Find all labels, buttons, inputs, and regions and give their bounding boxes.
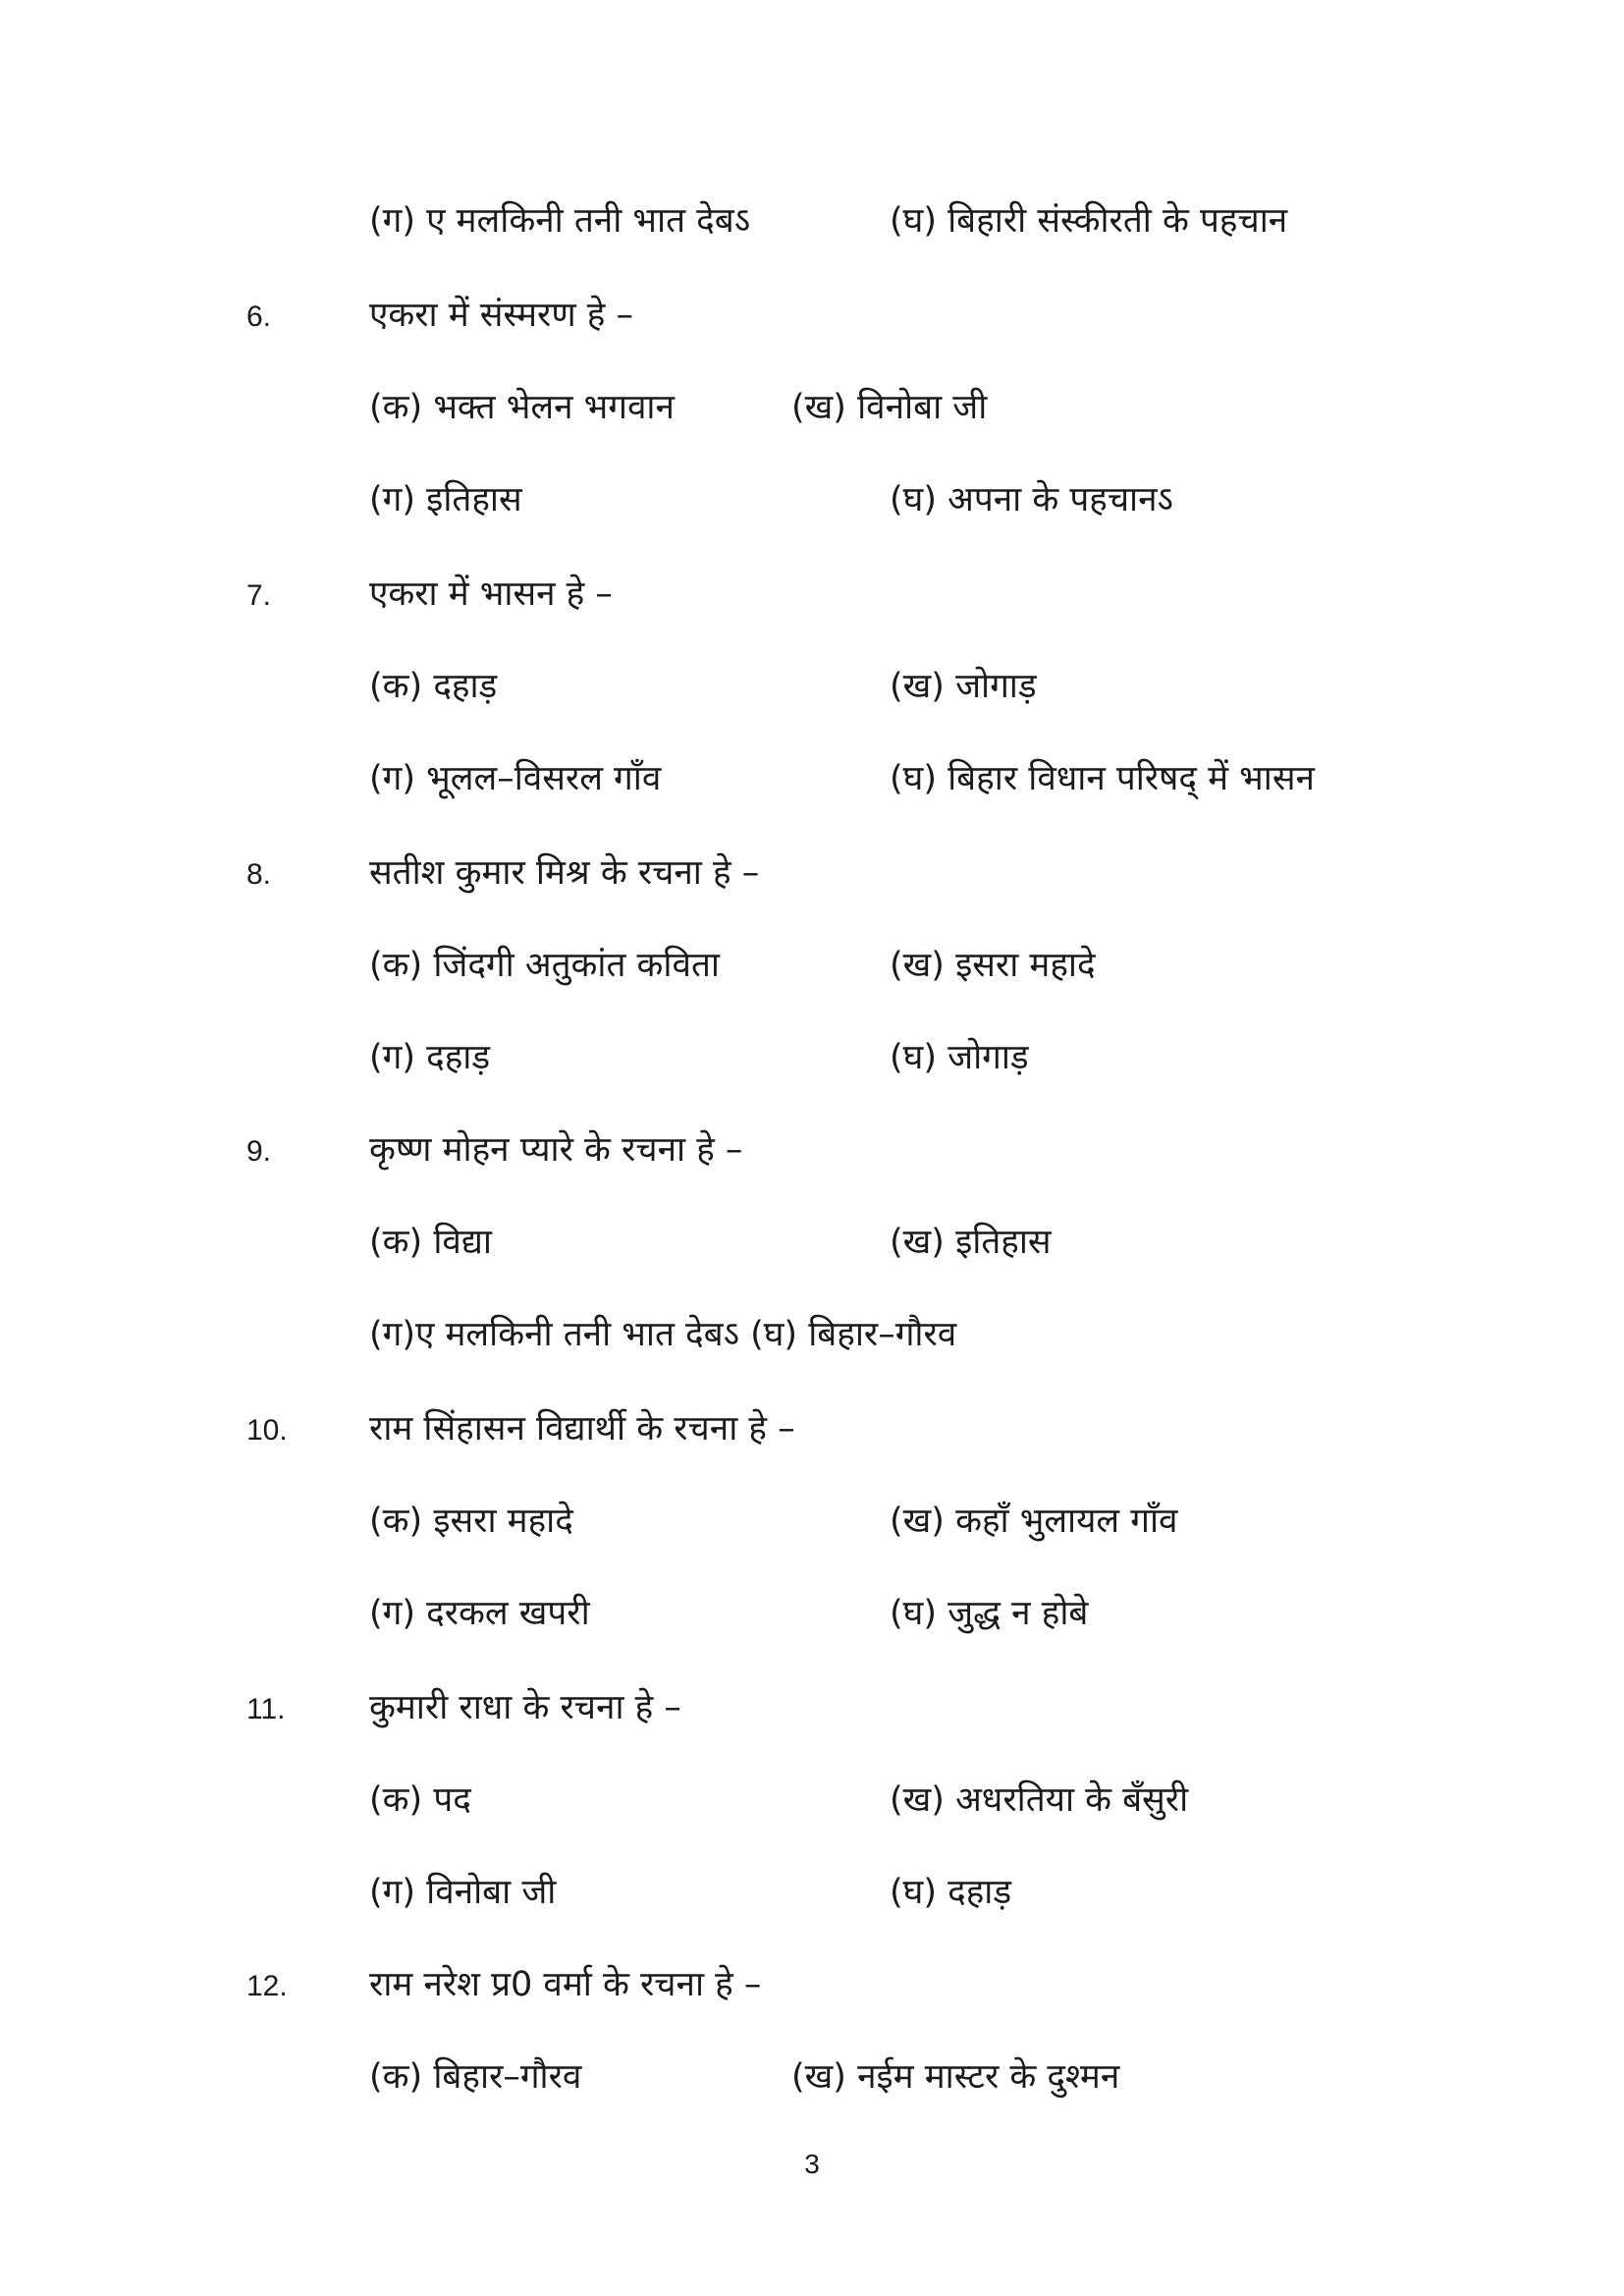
option-a: (क) बिहार–गौरव — [369, 2057, 582, 2097]
option-d: (घ) जोगाड़ — [890, 1038, 1029, 1077]
option-d: (घ) बिहारी संस्कीरती के पहचान — [890, 201, 1288, 241]
question-number: 12. — [246, 1970, 288, 2002]
option-b: (ख) कहाँ भुलायल गाँव — [890, 1502, 1178, 1541]
option-c: (ग) विनोबा जी — [369, 1873, 557, 1912]
option-b: (ख) इसरा महादे — [890, 946, 1096, 985]
option-c: (ग) दरकल खपरी — [369, 1594, 590, 1633]
option-a: (क) भक्त भेलन भगवान — [369, 388, 675, 427]
question-text: सतीश कुमार मिश्र के रचना हे – — [369, 853, 760, 893]
option-d: (घ) दहाड़ — [890, 1873, 1012, 1912]
option-c: (ग) इतिहास — [369, 480, 522, 519]
option-d: (घ) बिहार विधान परिषद् में भासन — [890, 759, 1315, 798]
question-number: 7. — [246, 579, 272, 612]
option-a: (क) इसरा महादे — [369, 1502, 573, 1541]
option-b: (ख) अधरतिया के बँसुरी — [890, 1780, 1189, 1820]
question-text: राम नरेश प्र0 वर्मा के रचना हे – — [369, 1965, 762, 2004]
option-d: (घ) अपना के पहचानऽ — [890, 480, 1173, 519]
option-a: (क) दहाड़ — [369, 667, 498, 706]
question-text: एकरा में संस्मरण हे – — [369, 296, 633, 335]
option-a: (क) जिंदगी अतुकांत कविता — [369, 946, 720, 985]
question-text: राम सिंहासन विद्यार्थी के रचना हे – — [369, 1409, 795, 1449]
question-number: 9. — [246, 1135, 272, 1168]
option-a: (क) पद — [369, 1780, 471, 1820]
option-b: (ख) नईम मास्टर के दुश्मन — [791, 2057, 1120, 2097]
option-c-and-d: (ग)ए मलकिनी तनी भात देबऽ (घ) बिहार–गौरव — [369, 1315, 957, 1354]
option-c: (ग) ए मलकिनी तनी भात देबऽ — [369, 201, 751, 241]
option-b: (ख) जोगाड़ — [890, 667, 1037, 706]
question-text: कृष्ण मोहन प्यारे के रचना हे – — [369, 1130, 743, 1170]
option-c: (ग) भूलल–विसरल गाँव — [369, 759, 662, 798]
question-number: 10. — [246, 1414, 288, 1447]
question-number: 8. — [246, 858, 272, 891]
option-c: (ग) दहाड़ — [369, 1038, 491, 1077]
option-b: (ख) इतिहास — [890, 1223, 1052, 1262]
question-number: 11. — [246, 1693, 286, 1725]
option-b: (ख) विनोबा जी — [791, 388, 988, 427]
option-d: (घ) जुद्ध न होबे — [890, 1594, 1089, 1633]
page-number: 3 — [804, 2149, 820, 2179]
question-text: एकरा में भासन हे – — [369, 574, 613, 614]
question-text: कुमारी राधा के रचना हे – — [369, 1688, 681, 1727]
option-a: (क) विद्या — [369, 1223, 492, 1262]
question-number: 6. — [246, 301, 272, 333]
